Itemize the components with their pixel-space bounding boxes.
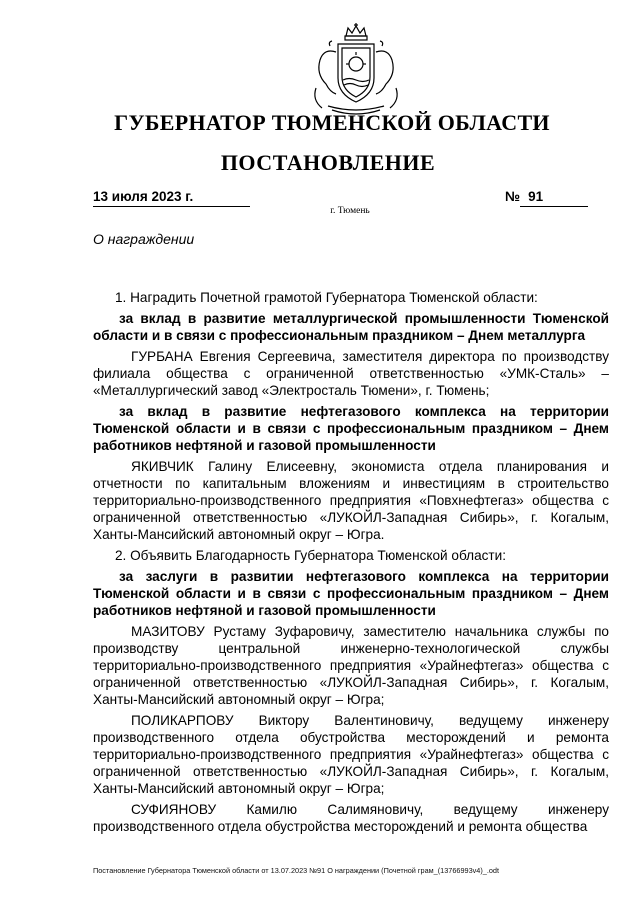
item-1: 1. Наградить Почетной грамотой Губернатора Тюменской области: xyxy=(115,290,538,305)
reason-3: за заслуги в развитии нефтегазового комплекса на территории Тюменской области и в связи с профессиональным праздником – Днем работников нефтяной и газовой промышленности xyxy=(93,569,609,618)
person-1: ГУРБАНА Евгения Сергеевича, заместителя директора по производству филиала общества с ограниченной ответственностью «УМК-Сталь» – «Металлургический завод «Электросталь Тюмени», г. Тюмень; xyxy=(93,349,609,398)
reason-2: за вклад в развитие нефтегазового комплекса на территории Тюменской области и в связи с профессиональным праздником – Днем работников нефтяной и газовой промышленности xyxy=(93,404,609,453)
person-5: СУФИЯНОВУ Камилю Салимяновичу, ведущему инженеру производственного отдела обустройства месторождений и ремонта общества xyxy=(93,802,609,834)
city: г. Тюмень xyxy=(330,206,370,216)
document-number-field xyxy=(505,189,603,207)
document-date: 13 июля 2023 г. xyxy=(93,189,250,207)
document-type: ПОСТАНОВЛЕНИЕ xyxy=(220,150,436,175)
reason-1: за вклад в развитие металлургической промышленности Тюменской области и в связи с профессиональным праздником – Днем металлурга xyxy=(93,311,609,343)
authority-title: ГУБЕРНАТОР ТЮМЕНСКОЙ ОБЛАСТИ xyxy=(114,110,550,135)
person-4: ПОЛИКАРПОВУ Виктору Валентиновичу, ведущему инженеру производственного отдела обустройства месторождений и ремонта территориально-производственного предприятия «Урайнефтегаз» общества с ограниченной ответственностью «ЛУКОЙЛ-Западная Сибирь», г. Когалым, Ханты-Мансийский автономный округ – Югра; xyxy=(93,713,609,796)
document-subject: О награждении xyxy=(93,231,195,247)
person-2: ЯКИВЧИК Галину Елисеевну, экономиста отдела планирования и отчетности по капитальным вложениям и инвестициям в строительство территориально-производственного предприятия «Повхнефтегаз» общества с ограниченной ответственностью «ЛУКОЙЛ-Западная Сибирь», г. Когалым, Ханты-Мансийский автономный округ – Югра. xyxy=(93,459,609,542)
item-2: 2. Объявить Благодарность Губернатора Тюменской области: xyxy=(115,548,507,563)
document-body xyxy=(93,289,609,835)
number-sign: № xyxy=(505,189,521,204)
document-number: 91 xyxy=(520,189,588,207)
person-3: МАЗИТОВУ Рустаму Зуфаровичу, заместителю начальника службы по производству центральной инженерно-технологической службы территориально-производственного предприятия «Урайнефтегаз» общества с ограниченной ответственностью «ЛУКОЙЛ-Западная Сибирь», г. Когалым, Ханты-Мансийский автономный округ – Югра; xyxy=(93,624,609,707)
footer-filename: Постановление Губернатора Тюменской области от 13.07.2023 №91 О награждении (Почетной грам_(13766993v4)_.odt xyxy=(93,866,500,875)
coat-of-arms-icon xyxy=(300,22,412,116)
